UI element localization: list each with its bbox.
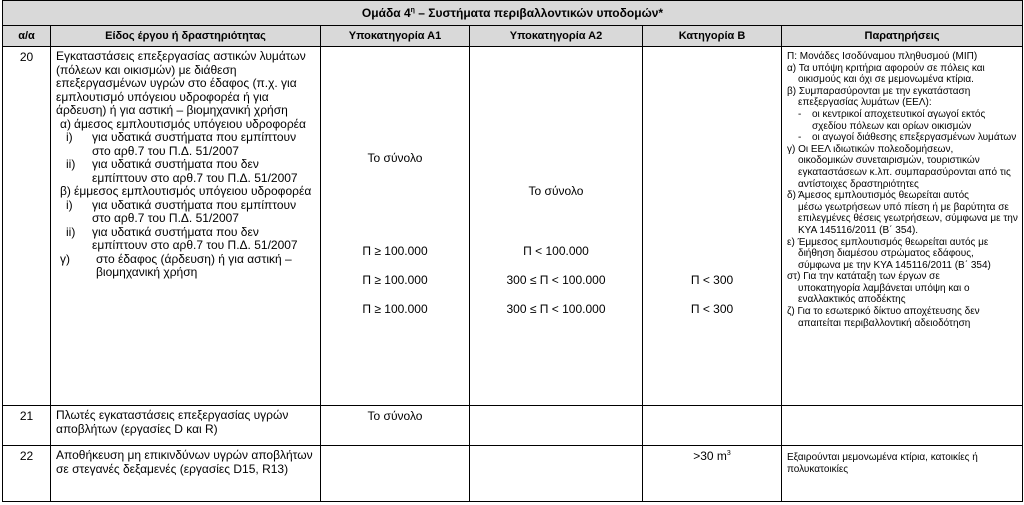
b-cell: Π < 300 Π < 300 [643, 47, 782, 406]
row-number: 21 [3, 406, 51, 446]
header-b: Κατηγορία Β [643, 26, 782, 47]
group-title-row [3, 1, 1023, 26]
group-title: Ομάδα $4^\eta$ – Συστήματα περιβαλλοντικών υποδομών* [3, 1, 1023, 26]
table-row-22 [3, 446, 1023, 502]
header-aa: α/α [3, 26, 51, 47]
a2-cell [470, 446, 643, 502]
b-cell: >30 $m^3$ [643, 446, 782, 502]
a1-cell: Το σύνολο Π ≥ 100.000 Π ≥ 100.000 Π ≥ 100.000 [321, 47, 470, 406]
activity-description: Αποθήκευση μη επικινδύνων υγρών αποβλήτων σε στεγανές δεξαμενές (εργασίες D15, R13) [51, 446, 321, 502]
a1-cell [321, 446, 470, 502]
row-number: 20 [3, 47, 51, 406]
a2-cell: Το σύνολο Π < 100.000 300 ≤ Π < 100.000 300 ≤ Π < 100.000 [470, 47, 643, 406]
notes-cell [782, 406, 1023, 446]
header-notes: Παρατηρήσεις [782, 26, 1023, 47]
header-a2: Υποκατηγορία Α2 [470, 26, 643, 47]
notes-cell: Π: Μονάδες Ισοδύναμου πληθυσμού (ΜΙΠ) α) Τα υπόψη κριτήρια αφορούν σε πόλεις και οικισμούς και όχι σε μεμονωμένα κτίρια. β) Συμπαρασύρονται με την εγκατάσταση επεξεργασίας λυμάτων (ΕΕΛ): - οι κεντρικοί αποχετευτικοί αγωγοί εκτός σχεδίου πόλεων και ορίων οικισμών - οι αγωγοί διάθεσης επεξεργασμένων λυμάτων γ) Οι ΕΕΛ ιδιωτικών πολεοδομήσεων, οικοδομικών συνεταιρισμών, τουριστικών εγκαταστάσεων κ.λπ. συμπαρασύρονται από τις αντίστοιχες δραστηριότητες δ) Άμεσος εμπλουτισμός θεωρείται αυτός μέσω γεωτρήσεων υπό πίεση ή με βαρύτητα σε επιλεγμένες θέσεις γεωτρήσεων, σύμφωνα με την ΚΥΑ 145116/2011 (Β΄ 354). ε) Έμμεσος εμπλουτισμός θεωρείται αυτός με διήθηση διαμέσου στρώματος εδάφους, σύμφωνα με την ΚΥΑ 145116/2011 (Β΄ 354) στ) Για την κατάταξη των έργων σε υποκατηγορία λαμβάνεται υπόψη και ο εναλλακτικός αποδέκτης ζ) Για το εσωτερικό δίκτυο αποχέτευσης δεν απαιτείται περιβαλλοντική αδειοδότηση [782, 47, 1023, 406]
notes-cell: Εξαιρούνται μεμονωμένα κτίρια, κατοικίες ή πολυκατοικίες [782, 446, 1023, 502]
table-row-20 [3, 47, 1023, 406]
environmental-infrastructure-table [2, 0, 1023, 502]
header-a1: Υποκατηγορία Α1 [321, 26, 470, 47]
table-row-21 [3, 406, 1023, 446]
column-header-row [3, 26, 1023, 47]
activity-description: Εγκαταστάσεις επεξεργασίας αστικών λυμάτων (πόλεων και οικισμών) με διάθεση επεξεργασμένων υγρών στο έδαφος (π.χ. για εμπλουτισμό υπόγειου υδροφορέα ή για άρδευση) ή για αστική – βιομηχανική χρήση α) άμεσος εμπλουτισμός υπόγειου υδροφορέα i) για υδατικά συστήματα που εμπίπτουν στο αρθ.7 του Π.Δ. 51/2007 ii) για υδατικά συστήματα που δεν εμπίπτουν στο αρθ.7 του Π.Δ. 51/2007 β) έμμεσος εμπλουτισμός υπόγειου υδροφορέα i) για υδατικά συστήματα που εμπίπτουν στο αρθ.7 του Π.Δ. 51/2007 ii) για υδατικά συστήματα που δεν εμπίπτουν στο αρθ.7 του Π.Δ. 51/2007 γ) στο έδαφος (άρδευση) ή για αστική – βιομηχανική χρήση [51, 47, 321, 406]
a1-cell: Το σύνολο [321, 406, 470, 446]
row-number: 22 [3, 446, 51, 502]
b-cell [643, 406, 782, 446]
a2-cell [470, 406, 643, 446]
activity-description: Πλωτές εγκαταστάσεις επεξεργασίας υγρών αποβλήτων (εργασίες D και R) [51, 406, 321, 446]
header-eidos: Είδος έργου ή δραστηριότητας [51, 26, 321, 47]
